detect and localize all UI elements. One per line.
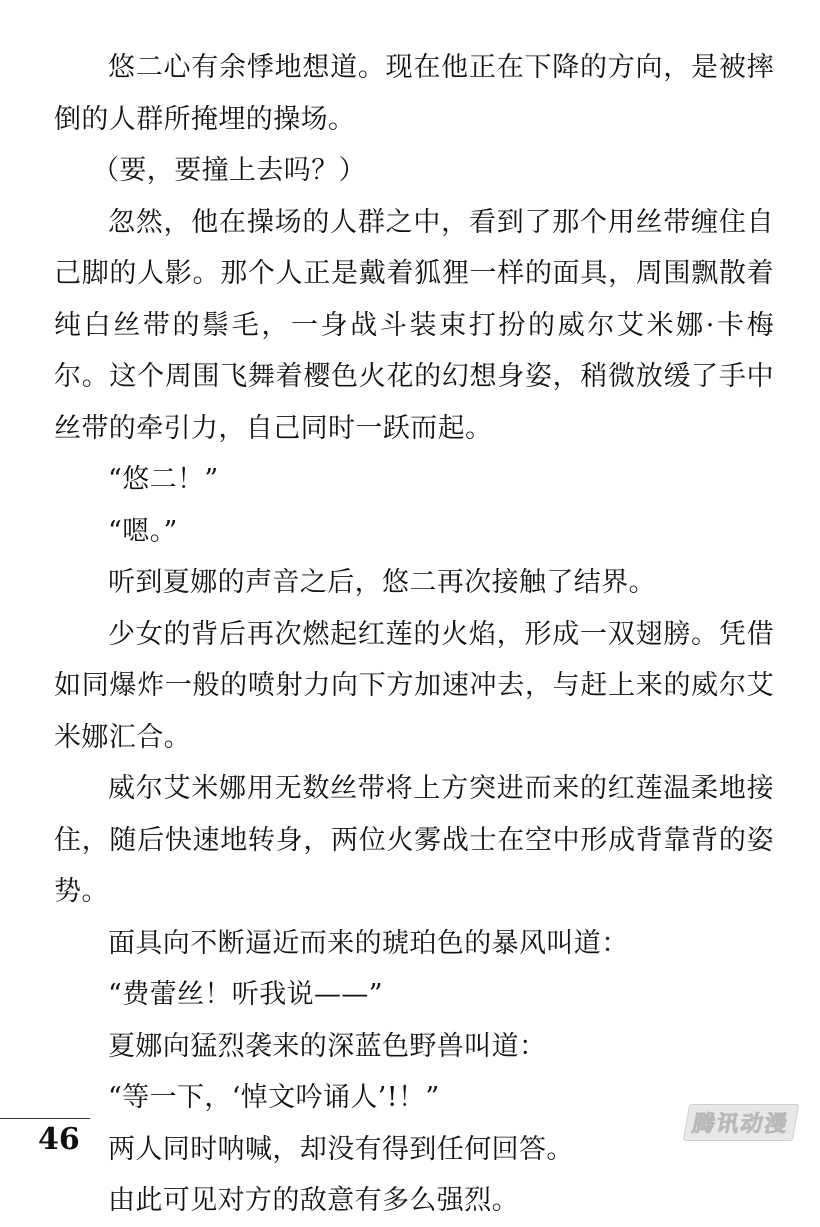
watermark-logo [686, 1104, 796, 1141]
paragraph: 威尔艾米娜用无数丝带将上方突进而来的红莲温柔地接住，随后快速地转身，两位火雾战士在空中形成背靠背的姿势。 [54, 773, 774, 907]
paragraph: （要，要撞上去吗？） [92, 155, 366, 186]
paragraph: 夏娜向猛烈袭来的深蓝色野兽叫道： [108, 1030, 547, 1062]
paragraph: 面具向不断逼近而来的琥珀色的暴风叫道： [108, 927, 629, 959]
paragraph: 少女的背后再次燃起红莲的火焰，形成一双翅膀。凭借如同爆炸一般的喷射力向下方加速冲去，与赶上来的威尔艾米娜汇合。 [54, 618, 774, 753]
paragraph: 悠二心有余悸地想道。现在他正在下降的方向，是被摔倒的人群所掩埋的操场。 [54, 52, 774, 135]
paragraph: “等一下，‘悼文吟诵人’!！” [108, 1082, 440, 1113]
paragraph: 由此可见对方的敌意有多么强烈。 [108, 1185, 519, 1216]
paragraph: 两人同时呐喊，却没有得到任何回答。 [108, 1133, 574, 1165]
watermark-text: 腾讯动漫 [690, 1112, 791, 1137]
paragraph: “嗯。” [108, 515, 178, 547]
page-number: 46 [38, 1122, 80, 1157]
paragraph: “费蕾丝！听我说——” [108, 979, 384, 1010]
watermark-badge [683, 1104, 800, 1141]
paragraph: 听到夏娜的声音之后，悠二再次接触了结界。 [108, 567, 656, 598]
paragraph: “悠二！” [108, 464, 219, 495]
body-text [54, 42, 774, 1227]
paragraph: 忽然，他在操场的人群之中，看到了那个用丝带缠住自己脚的人影。那个人正是戴着狐狸一样的面具，周围飘散着纯白丝带的鬃毛，一身战斗装束打扮的威尔艾米娜·卡梅尔。这个周围飞舞着樱色火花的幻想身姿，稍微放缓了手中丝带的牵引力，自己同时一跃而起。 [54, 206, 774, 444]
footer-rule [0, 1118, 90, 1119]
